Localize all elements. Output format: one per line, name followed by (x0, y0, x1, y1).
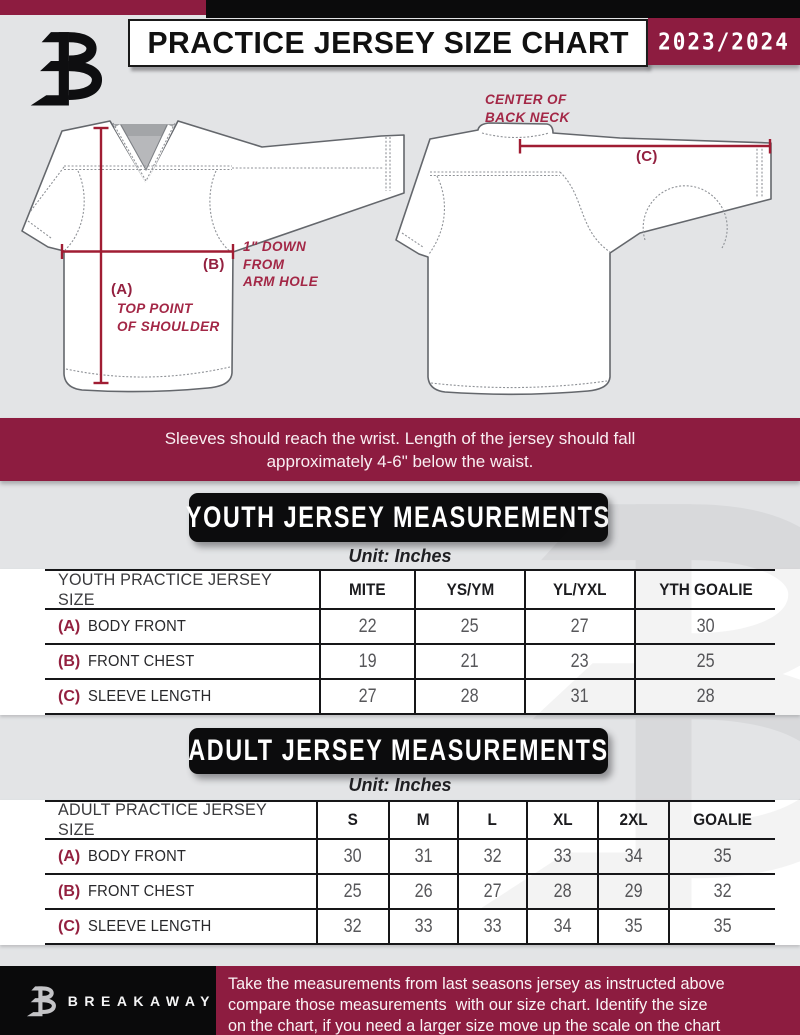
table-row: (C) SLEEVE LENGTH 27 28 31 28 (45, 678, 775, 713)
brand-name: BREAKAWAY (67, 992, 216, 1009)
table-header-row: ADULT PRACTICE JERSEY SIZE S M L XL 2XL GOALIE (45, 802, 775, 838)
fit-note-line1: Sleeves should reach the wrist. Length of the jersey should fall (164, 428, 636, 448)
table-row: (A) BODY FRONT 22 25 27 30 (45, 608, 775, 643)
youth-unit-label: Unit: Inches (348, 546, 452, 566)
footer (0, 966, 800, 1035)
fit-note-banner (0, 418, 800, 481)
note-center-of-back-neck: CENTER OF BACK NECK (485, 92, 570, 125)
adult-size-table (45, 800, 775, 945)
header-black-strip (206, 0, 800, 18)
table-row: (B) FRONT CHEST 19 21 23 25 (45, 643, 775, 678)
table-row: (A) BODY FRONT 30 31 32 33 34 35 (45, 838, 775, 873)
label-c: (C) (636, 148, 658, 165)
season-block (648, 18, 800, 65)
label-a: (A) (111, 281, 133, 298)
youth-size-table (45, 569, 775, 715)
back-jersey-illustration (396, 123, 771, 394)
note-down-from-armhole: 1" DOWN FROM ARM HOLE (243, 239, 319, 289)
youth-table-strip (0, 569, 800, 715)
note-top-point-of-shoulder: TOP POINT OF SHOULDER (117, 301, 220, 334)
table-header-row: YOUTH PRACTICE JERSEY SIZE MITE YS/YM YL/YXL YTH GOALIE (45, 571, 775, 608)
adult-unit-label: Unit: Inches (348, 775, 452, 795)
header-maroon-strip (0, 0, 206, 15)
footer-note-line2: compare those measurements with our size chart. Identify the size (228, 996, 708, 1015)
footer-note-line3: on the chart, if you need a larger size move up the scale on the chart (228, 1017, 721, 1035)
footer-instructions (216, 966, 800, 1035)
footer-brand-block (0, 966, 216, 1035)
adult-section-heading: ADULT JERSEY MEASUREMENTS (189, 728, 608, 774)
title-band (128, 19, 648, 67)
jersey-diagram (0, 88, 800, 418)
page-title: PRACTICE JERSEY SIZE CHART (147, 25, 629, 60)
table-row: (C) SLEEVE LENGTH 32 33 33 34 35 35 (45, 908, 775, 943)
fit-note-line2: approximately 4-6" below the waist. (266, 451, 534, 471)
table-row: (B) FRONT CHEST 25 26 27 28 29 32 (45, 873, 775, 908)
season-label: 2023/2024 (658, 28, 790, 55)
footer-note-line1: Take the measurements from last seasons jersey as instructed above (228, 975, 725, 993)
label-b: (B) (203, 256, 225, 273)
youth-section-heading: YOUTH JERSEY MEASUREMENTS (189, 493, 608, 542)
breakaway-footer-logo (25, 983, 57, 1019)
adult-table-strip (0, 800, 800, 945)
